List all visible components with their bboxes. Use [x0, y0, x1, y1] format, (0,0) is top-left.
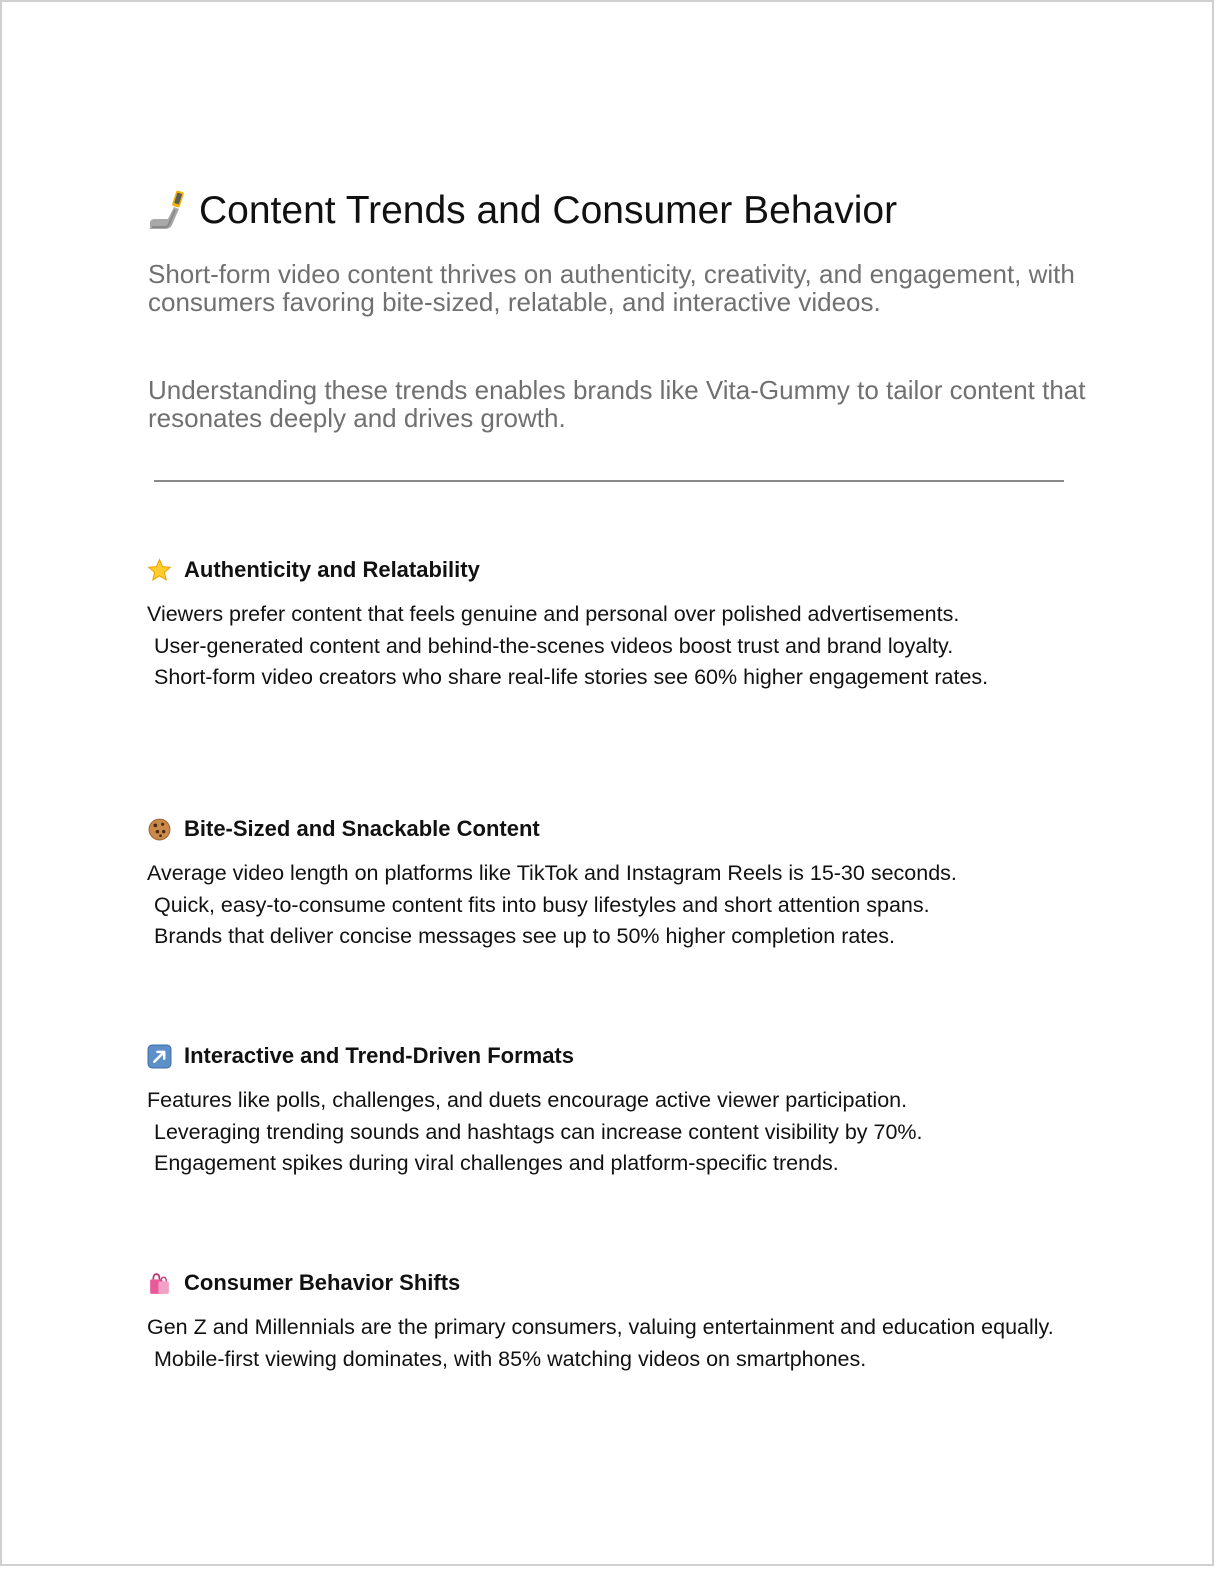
- section-interactive: [147, 1041, 1077, 1180]
- page-title: [147, 187, 897, 235]
- shopping-bags-icon: [147, 1271, 172, 1296]
- divider: [154, 480, 1064, 482]
- body-line: Features like polls, challenges, and duets encourage active viewer participation.: [147, 1088, 908, 1112]
- section-heading: [147, 814, 1077, 844]
- body-line: Quick, easy-to-consume content fits into busy lifestyles and short attention spans.: [154, 892, 930, 917]
- section-heading-text: Bite-Sized and Snackable Content: [184, 816, 540, 841]
- star-icon: [147, 558, 172, 583]
- body-line: Engagement spikes during viral challenges and platform-specific trends.: [154, 1151, 839, 1175]
- section-bite-sized: [147, 814, 1077, 953]
- section-body: [147, 1312, 1077, 1375]
- section-body: [147, 858, 1077, 953]
- body-line: Viewers prefer content that feels genuine and personal over polished advertisements.: [147, 602, 960, 626]
- body-line: Average video length on platforms like TikTok and Instagram Reels is 15-30 seconds.: [147, 861, 957, 885]
- body-line: Leveraging trending sounds and hashtags can increase content visibility by 70%.: [154, 1119, 923, 1144]
- section-body: [147, 1085, 1077, 1180]
- section-heading: [147, 1041, 1077, 1071]
- title-text: Content Trends and Consumer Behavior: [199, 189, 898, 232]
- section-heading: [147, 555, 1077, 585]
- section-heading-text: Interactive and Trend-Driven Formats: [184, 1043, 574, 1068]
- section-consumer-behavior: [147, 1268, 1077, 1375]
- intro-paragraph: Short-form video content thrives on authenticity, creativity, and engagement, with consumers favoring bite-sized, relatable, and interactive videos.: [148, 259, 1075, 317]
- section-heading-text: Authenticity and Relatability: [184, 557, 480, 582]
- body-line: Brands that deliver concise messages see up to 50% higher completion rates.: [154, 924, 895, 948]
- body-line: Mobile-first viewing dominates, with 85% watching videos on smartphones.: [154, 1346, 867, 1371]
- section-authenticity: [147, 555, 1077, 694]
- section-heading-text: Consumer Behavior Shifts: [184, 1270, 461, 1295]
- arrow-up-right-icon: [147, 1044, 172, 1069]
- body-line: Gen Z and Millennials are the primary consumers, valuing entertainment and education equally.: [147, 1315, 1054, 1339]
- body-line: Short-form video creators who share real-life stories see 60% higher engagement rates.: [154, 665, 989, 689]
- section-body: [147, 599, 1077, 694]
- body-line: User-generated content and behind-the-scenes videos boost trust and brand loyalty.: [154, 633, 954, 658]
- selfie-icon: [147, 189, 185, 233]
- section-heading: [147, 1268, 1077, 1298]
- intro-paragraph: Understanding these trends enables brands like Vita-Gummy to tailor content that resonates deeply and drives growth.: [148, 375, 1086, 433]
- cookie-icon: [147, 817, 172, 842]
